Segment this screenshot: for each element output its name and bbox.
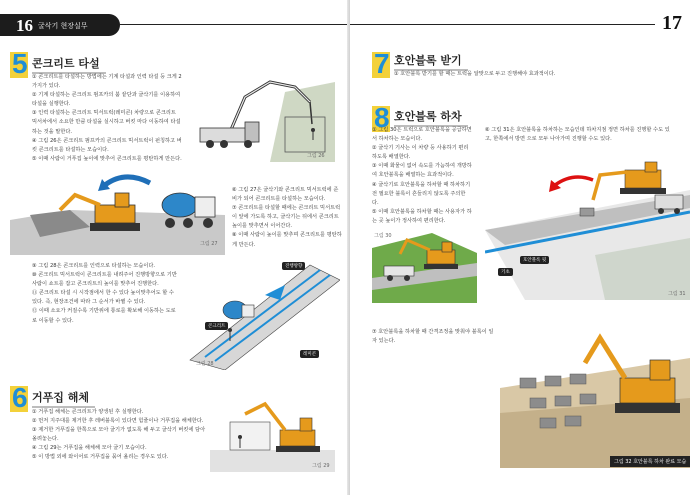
paragraph: ③ 인력 타설하는 콘크리트 믹서트럭(레미콘) 차량으로 콘크리트 믹서차에서 소요한 만큼 타설을 실시하고 버킷 마다 이동하여 타설하는 것을 말한다. — [32, 110, 181, 135]
paragraph: ⑨ 그림 28은 콘크리트를 인력으로 타설하는 모습이다. — [32, 263, 156, 269]
figure-26-label: 그림 26 — [307, 153, 325, 159]
section-8-paragraphs — [372, 126, 472, 226]
paragraph: ④ 굴삭기로 호안블록을 하차할 때 하차하기 전 필요한 블록이 흔들리지 않도록 주의한다. — [372, 181, 471, 206]
paragraph: ① 그림 30은 트럭으로 호안블록을 공급하면서 하차하는 모습이다. — [372, 127, 472, 143]
section-5-side-paragraphs — [232, 186, 342, 250]
figure-30-block-unloading — [372, 228, 477, 303]
paragraph: ④ 그림 29는 거푸집을 해체해 모아 굴기 모습이다. — [32, 445, 147, 452]
paragraph: ② 굴삭기 기사는 이 차량 등 사용하기 편리하도록 배열한다. — [372, 145, 469, 161]
paragraph: ⑪ 콘크리트 타설 시 시작점에서 한 수 있다 높이맞추어도 할 수 있다. 즉, 현장조건에 따라 그 순서가 바뀔 수 있다. — [32, 290, 174, 306]
paragraph: ⑦ 호안블록을 하차할 때 간격조정을 맞춰야 블록이 일자 있는다. — [372, 329, 494, 345]
tag-foundation: 기초 — [498, 268, 513, 276]
paragraph: ③ 이때 화물이 없어 속도를 가늠하여 개방하여 호안블록을 배열하는 효과적이다. — [372, 163, 472, 179]
figure-29-label: 그림 29 — [312, 463, 330, 469]
section-6-paragraphs — [32, 408, 207, 463]
section-8-side-paragraphs — [485, 126, 675, 144]
header-rule — [350, 24, 655, 25]
section-title-6: 거푸집 해체 — [32, 391, 89, 404]
section-number-7: 7 — [374, 48, 390, 79]
page-number-right: 17 — [662, 12, 682, 34]
paragraph: ② 먼저 지주대를 제거한 후 레버블록이 있다면 힘줄이나 거푸집을 해체한다. — [32, 418, 204, 425]
section-title-5: 콘크리트 타설 — [32, 57, 100, 70]
paragraph: ① 호안블록 받기를 할 때는 트럭을 알맞으로 두고 진행해야 효과적이다. — [394, 71, 556, 77]
paragraph: ⑧ 이때 사람이 높이를 맞추며 콘크리트를 평탄하게 만든다. — [232, 232, 342, 248]
tag-remicon: 레미콘 — [300, 350, 319, 358]
figure-28-label: 그림 28 — [196, 361, 214, 367]
section-8-bottom-paragraphs — [372, 328, 497, 346]
paragraph: ⑫ 이때 소요가 커질수록 기반위에 통로를 확보해 이동하는 도로로 이동할 수 있다. — [32, 308, 176, 324]
paragraph: ② 기계 타설하는 콘크리트 펌프카의 붐 끝단과 굴삭기를 이용하여 타설을 실행한다. — [32, 92, 181, 108]
tag-concrete: 콘크리트 — [205, 322, 228, 330]
figure-30-label: 그림 30 — [374, 233, 392, 239]
paragraph: ⑤ 이 방법 외에 와이어로 거푸집을 묶어 올리는 경우도 있다. — [32, 454, 169, 461]
paragraph: ⑤ 이때 사람이 거푸집 높이에 맞추어 콘크리트를 평탄하게 만든다. — [32, 155, 182, 162]
section-number-8: 8 — [374, 102, 390, 133]
paragraph: ③ 제거한 거푸집을 한쪽으로 모아 굴기가 없도록 해 두고 굴삭기 버킷에 담아 올려놓는다. — [32, 427, 206, 443]
paragraph: ① 거푸집 해체는 콘크리트가 양생된 후 실행한다. — [32, 409, 144, 415]
paragraph: ⑩ 콘크리트 믹서트럭이 콘크리트를 내려주어 진행방향으로 기반 사람이 쇼트를 잡고 콘크리트의 높이를 맞추어 진행한다. — [32, 272, 177, 288]
figure-32-unloading-complete — [500, 318, 690, 468]
paragraph: ⑦ 콘크리트를 타설할 때에는 콘크리트 믹서트럭이 앞에 가도록 하고, 굴삭기는 뒤에서 콘크리트 높이를 맞추면서 이어간다. — [232, 205, 341, 230]
tag-direction: 진행방향 — [282, 262, 305, 270]
header-rule — [120, 24, 350, 25]
figure-29-formwork-removal — [210, 392, 335, 472]
right-page — [350, 0, 700, 495]
section-number-5: 5 — [12, 48, 28, 79]
figure-31-block-placement — [485, 160, 690, 300]
figure-31-label: 그림 31 — [668, 291, 686, 297]
paragraph: ⑤ 이때 호안블록을 하차할 때는 사용자가 하는 곳 높이가 정사하여 편리한다. — [372, 208, 472, 224]
paragraph: ① 콘크리트를 타설하는 방법에는 기계 타설과 인력 타설 등 크게 2가지가 있다. — [32, 74, 182, 90]
section-5-paragraphs — [32, 73, 182, 164]
figure-27-excavator-mixer — [10, 165, 225, 255]
page-number-left: 16 — [16, 16, 33, 35]
figure-32-label: 그림 32 호안블록 하차 완료 모습 — [610, 456, 690, 467]
figure-26-pump-truck — [190, 62, 335, 162]
section-number-6: 6 — [12, 382, 28, 413]
paragraph: ④ 그림 26은 콘크리트 펌프카의 콘크리트 믹서트럭이 펀칭하고 버킷 콘크리트를 타설하는 모습이다. — [32, 137, 182, 153]
section-5-bottom-paragraphs — [32, 262, 177, 326]
tag-block-back: 호안블록 뒷 — [520, 256, 549, 264]
section-title-7: 호안블록 받기 — [394, 54, 462, 67]
section-7-paragraphs — [394, 70, 644, 79]
header-title: 굴삭기 현장실무 — [38, 22, 88, 30]
figure-27-label: 그림 27 — [200, 241, 218, 247]
paragraph: ⑥ 그림 31은 호안블록을 하차하는 모습인데 하차지점 정면 하차를 진행할 수도 있고, 한쪽에서 방면 으로 모두 나아가며 진행할 수도 있다. — [485, 127, 670, 143]
paragraph: ⑥ 그림 27은 굴삭기와 콘크리트 믹서트럭에 준비가 되어 콘크리트를 타설하는 모습이다. — [232, 187, 339, 203]
section-title-8: 호안블록 하차 — [394, 110, 462, 123]
